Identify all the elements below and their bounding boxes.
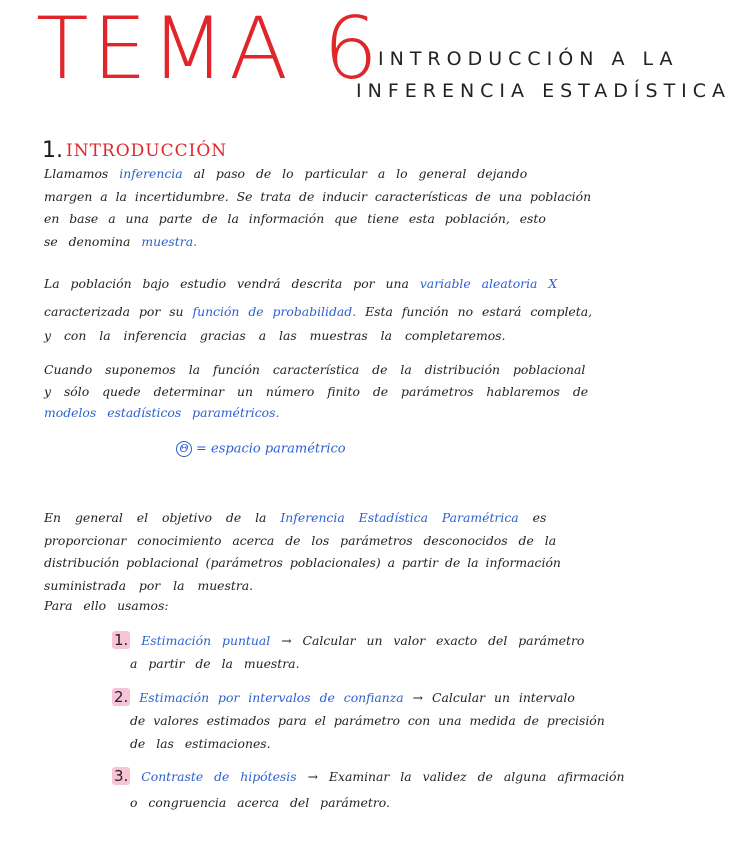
paragraph3-line1: Cuando suponemos la función característica de la distribución poblacional: [44, 362, 586, 377]
paragraph3-line3: [44, 407, 279, 419]
p1-term-muestra: muestra.: [141, 234, 198, 249]
item-2-line3: de las estimaciones.: [130, 736, 271, 751]
paragraph1-line1: [44, 168, 527, 180]
item-1-title: Estimación puntual: [141, 633, 271, 648]
item-2-text: Calcular un intervalo: [432, 690, 575, 705]
subtitle-line-1: INTRODUCCIÓN A LA: [378, 48, 679, 70]
paragraph1-line4: [44, 236, 197, 248]
p1-l1-b: al paso de lo particular a lo general dejando: [193, 166, 528, 181]
p4-term-iep: Inferencia Estadística Paramétrica: [280, 510, 519, 525]
item-2-line2: de valores estimados para el parámetro con una medida de precisión: [130, 713, 605, 728]
p4-l1-b: es: [532, 510, 547, 525]
p2-term-variable-aleatoria: variable aleatoria X: [419, 276, 558, 291]
arrow-right-icon: →: [281, 633, 292, 648]
p3-term-modelos-parametricos: modelos estadísticos paramétricos.: [44, 405, 280, 420]
paragraph1-line2: margen a la incertidumbre. Se trata de inducir características de una población: [44, 189, 592, 204]
paragraph2-line2: [44, 306, 592, 318]
paragraph4-line2: proporcionar conocimiento acerca de los parámetros desconocidos de la: [44, 533, 557, 548]
parameter-space-line: [176, 441, 346, 457]
p2-l1-a: La población bajo estudio vendrá descrita por una: [44, 276, 409, 291]
method-item-1: [112, 633, 584, 648]
theta-symbol: Θ: [176, 441, 192, 457]
subtitle-line-2: INFERENCIA ESTADÍSTICA: [356, 80, 731, 102]
method-item-3: [112, 769, 624, 784]
item-3-line2: o congruencia acerca del parámetro.: [130, 795, 390, 810]
p2-l2-b: Esta función no estará completa,: [365, 304, 593, 319]
paragraph1-line3: en base a una parte de la información que tiene esta población, esto: [44, 211, 546, 226]
paragraph4-line3: distribución poblacional (parámetros poblacionales) a partir de la información: [44, 555, 561, 570]
item-3-text: Examinar la validez de alguna afirmación: [328, 769, 625, 784]
p1-term-inferencia: inferencia: [119, 166, 183, 181]
paragraph2-line3: y con la inferencia gracias a las muestras la completaremos.: [44, 328, 506, 343]
item-1-number: 1.: [114, 631, 129, 649]
p1-l4-a: se denomina: [44, 234, 131, 249]
p1-l1-a: Llamamos: [44, 166, 109, 181]
parameter-space-text: = espacio paramétrico: [196, 441, 346, 457]
section-title: INTRODUCCIÓN: [66, 141, 228, 161]
paragraph2-line1: [44, 278, 557, 290]
paragraph4-line5: Para ello usamos:: [44, 598, 169, 613]
method-item-2: [112, 690, 575, 705]
p2-term-funcion-probabilidad: función de probabilidad.: [192, 304, 357, 319]
item-2-title: Estimación por intervalos de confianza: [139, 690, 404, 705]
tema-heading: TEMA 6: [36, 0, 382, 99]
arrow-right-icon: →: [307, 769, 318, 784]
p2-l2-a: caracterizada por su: [44, 304, 184, 319]
p4-l1-a: En general el objetivo de la: [44, 510, 267, 525]
item-3-title: Contraste de hipótesis: [141, 769, 297, 784]
paragraph4-line4: suministrada por la muestra.: [44, 578, 254, 593]
item-1-line2: a partir de la muestra.: [130, 656, 300, 671]
item-3-number: 3.: [114, 767, 129, 785]
arrow-right-icon: →: [412, 690, 424, 705]
section-number: 1.: [42, 138, 63, 163]
paragraph4-line1: [44, 512, 546, 524]
item-2-number: 2.: [114, 688, 129, 706]
paragraph3-line2: y sólo quede determinar un número finito de parámetros hablaremos de: [44, 384, 589, 399]
item-1-text: Calcular un valor exacto del parámetro: [302, 633, 585, 648]
